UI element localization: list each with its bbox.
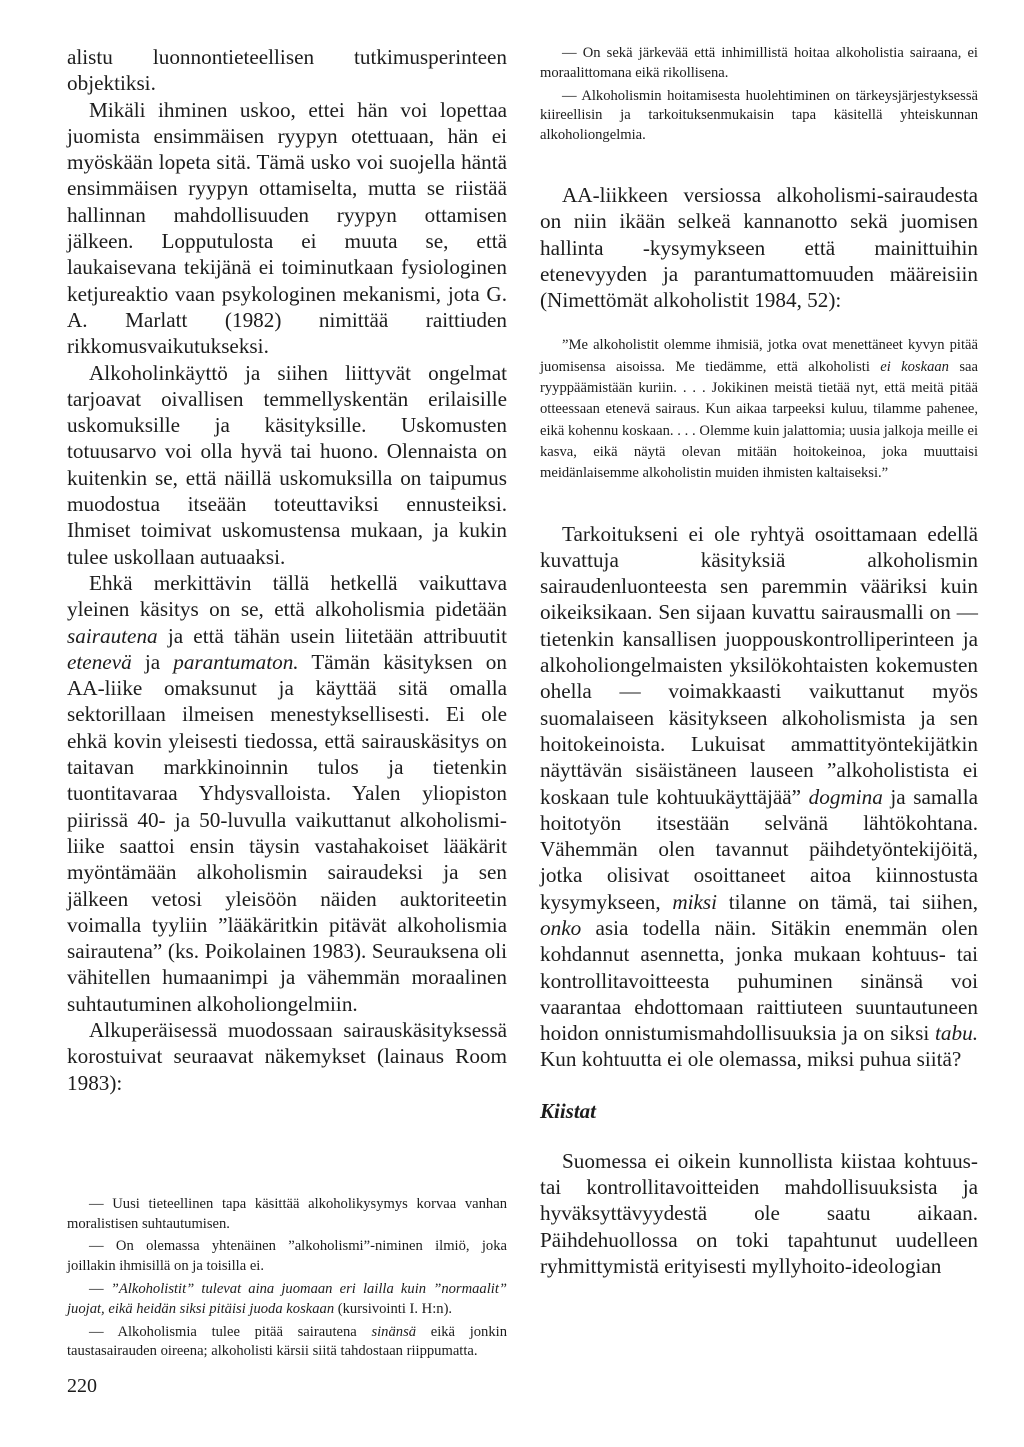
paragraph: Alkoholinkäyttö ja siihen liittyvät ongelmat tarjoavat oivallisen temmellyskentän erilaisille uskomuksille ja käsityksille. Uskomusten totuusarvo voi olla hyvä tai huono. Olennaista on kuitenkin se, että näillä uskomuksilla on taipumus muodostua itseään toteuttaviksi ennusteiksi. Ihmiset toimivat uskomustensa mukaan, ja kukin tulee uskollaan autuaaksi. (67, 360, 507, 569)
emphasis: onko (540, 916, 582, 940)
paragraph: Ehkä merkittävin tällä hetkellä vaikuttava yleinen käsitys on se, että alkoholismia pidetään sairautena ja että tähän usein liitetään attribuutit etenevä ja parantumaton. Tämän käsityksen on AA-liike omaksunut ja käyttää sitä omalla sektorillaan ilmeisen menestyksellisesti. Ei ole ehkä kovin yleisesti tiedossa, että sairauskäsitys on taitavan markkinoinnin tulos ja tietenkin tuontitavaraa Yhdysvalloista. Yalen yliopiston piirissä 40- ja 50-luvulla vaikuttanut alkoholismi-liike saattoi ensin täysin vastahakoiset lääkärit myöntämään alkoholismin sairaudeksi ja sen jälkeen vetosi yleisöön näiden auktoriteetin voimalla tyyliin ”lääkäritkin pitävät alkoholismia sairautena” (ks. Poikolainen 1983). Seurauksena oli vähitellen humaanimpi ja vähemmän moraalinen suhtautuminen alkoholiongelmiin. (67, 570, 507, 1016)
list-item: — Alkoholismia tulee pitää sairautena sinänsä eikä jonkin taustasairauden oireena; alkoholisti kärsii siitä tahdostaan riippumatta. (67, 1323, 507, 1360)
emphasis: sairautena (67, 623, 158, 648)
list-item: — ”Alkoholistit” tulevat aina juomaan eri lailla kuin ”normaalit” juojat, eikä heidän siksi pitäisi juoda koskaan (kursivointi I. H:n). (67, 1281, 507, 1317)
paragraph: Tarkoitukseni ei ole ryhtyä osoittamaan edellä kuvattuja käsityksiä alkoholismin sairaudenluonteesta sen paremmin vääriksi kuin oikeiksikaan. Sen sijaan kuvattu sairausmalli on — tietenkin kansallisen juoppouskontrolliperinteen ja alkoholiongelmaisten yksilökohtaisten kokemusten ohella — voimakkaasti vaikuttanut myös suomalaiseen käsitykseen alkoholismista ja sen hoitokeinoista. Lukuisat ammattityöntekijätkin näyttävän sisäistäneen lauseen ”alkoholistista ei koskaan tule kohtuukäyttäjää” dogmina ja samalla hoitotyön itsestään selvänä lähtökohtana. Vähemmän olen tavannut päihdetyöntekijöitä, jotka olisivat osoittaneet aitoa kiinnostusta kysymykseen, miksi tilanne on tämä, tai siihen, onko asia todella näin. Sitäkin enemmän olen kohdannut asennetta, jonka mukaan kohtuus- tai kontrollitavoitteesta puhuminen sinänsä voi vaarantaa ehdottomaan raittiuteen suuntautuneen hoidon onnistumismahdollisuuksia ja on siksi tabu. Kun kohtuutta ei ole olemassa, miksi puhua siitä? (540, 521, 978, 1072)
block-quote: ”Me alkoholistit olemme ihmisiä, jotka ovat menettäneet kyvyn pitää juomisensa aisoissa. Me tiedämme, että alkoholisti ei koskaan saa ryyppäämistään kuriin. . . . Jokikinen meistä tietää nyt, että meitä pitää otteessaan etenevä sairaus. Kun aikaa tarpeeksi kuluu, tilamme pahenee, eikä kohennu koskaan. . . . Olemme kuin jalattomia; uusia jalkoja meille ei kasva, eikä näytä olevan mitään hoitokeinoa, joka muuttaisi meidänlaisemme alkoholistin muiden ihmisten kaltaiseksi.” (540, 337, 978, 482)
page-number: 220 (67, 1375, 97, 1397)
list-item: — On sekä järkevää että inhimillistä hoitaa alkoholistia sairaana, ei moraalittomana eikä rikollisena. (540, 45, 978, 81)
right-column (540, 44, 978, 1279)
left-column (67, 44, 507, 1362)
list-item: — Alkoholismin hoitamisesta huolehtiminen on tärkeysjärjestyksessä kiireellisin ja tarkoituksenmukaisin tapa käsitellä yhteiskunnan alkoholiongelmia. (540, 87, 978, 144)
emphasis: etenevä (67, 649, 132, 674)
emphasis: miksi (672, 889, 718, 914)
list-item: — Uusi tieteellinen tapa käsittää alkoholikysymys korvaa vanhan moralistisen suhtautumisen. (67, 1195, 507, 1232)
emphasis: parantumaton. (173, 649, 299, 674)
quoted-list (67, 1195, 507, 1362)
emphasis: ”Alkoholistit” tulevat aina juomaan eri lailla kuin ”normaalit” juojat, eikä heidän siksi pitäisi juoda koskaan (67, 1281, 507, 1317)
list-item: — On olemassa yhtenäinen ”alkoholismi”-niminen ilmiö, joka joillakin ihmisillä on ja toisilla ei. (67, 1238, 507, 1275)
emphasis: sinänsä (371, 1323, 417, 1340)
emphasis: tabu. (935, 1021, 978, 1046)
emphasis: dogmina (808, 784, 883, 809)
emphasis: ei koskaan (880, 358, 949, 375)
paragraph: Suomessa ei oikein kunnollista kiistaa kohtuus- tai kontrollitavoitteiden mahdollisuuksista ja hyväksyttävyydestä ole saatu aikaan. Päihdehuollossa on toki tapahtunut uudelleen ryhmittymistä erityisesti myllyhoito-ideologian (540, 1148, 978, 1278)
paragraph: Mikäli ihminen uskoo, ettei hän voi lopettaa juomista ensimmäisen ryypyn otettuaan, hän ei myöskään lopeta sitä. Tämä usko voi suojella häntä ensimmäisen ryypyn ottamiselta, mutta se riistää hallinnan mahdollisuuden ryypyn ottamisen jälkeen. Lopputulosta ei muuta se, että laukaisevana tekijänä ei toiminutkaan fysiologinen ketjureaktio vaan psykologinen mekanismi, jota G. A. Marlatt (1982) nimittää raittiuden rikkomusvaikutukseksi. (67, 97, 507, 359)
paragraph: AA-liikkeen versiossa alkoholismi-sairaudesta on niin ikään selkeä kannanotto sekä juomisen hallinta -kysymykseen että mainittuihin etenevyyden ja parantumattomuuden määreisiin (Nimettömät alkoholistit 1984, 52): (540, 182, 978, 313)
paragraph: alistu luonnontieteellisen tutkimusperinteen objektiksi. (67, 45, 507, 96)
section-heading: Kiistat (540, 1098, 597, 1123)
paragraph: Alkuperäisessä muodossaan sairauskäsityksessä korostuivat seuraavat näkemykset (lainaus Room 1983): (67, 1017, 507, 1095)
quoted-list-continued (540, 44, 978, 146)
